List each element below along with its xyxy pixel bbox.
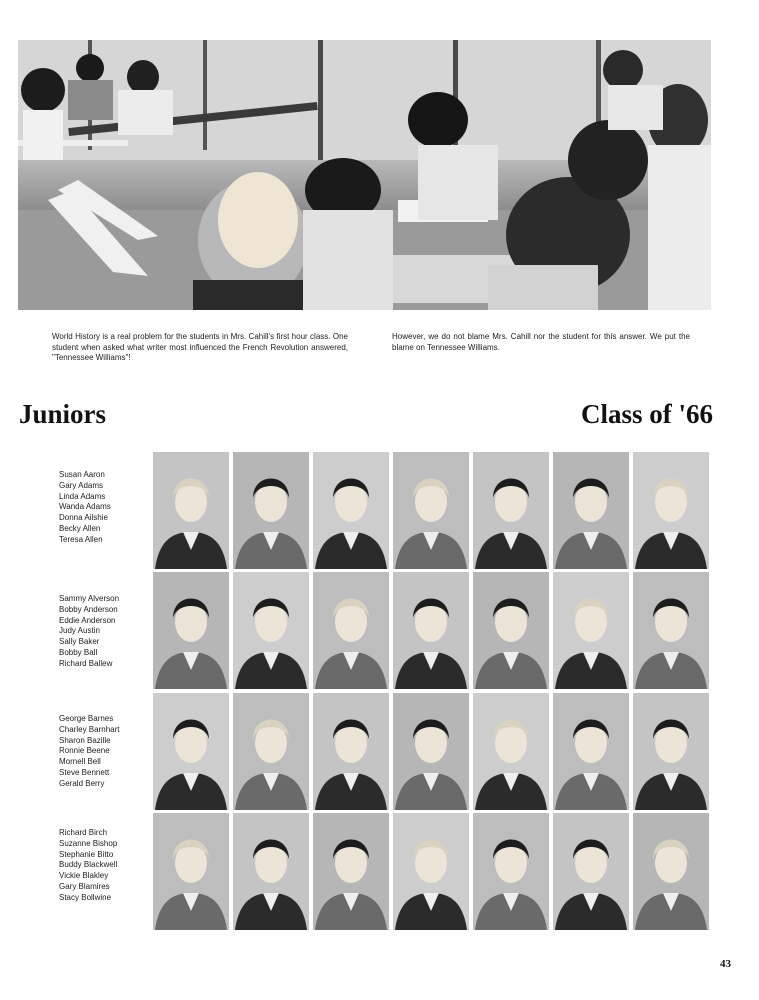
student-portrait [553, 572, 629, 689]
student-portrait [473, 693, 549, 810]
student-name: Eddie Anderson [59, 615, 116, 625]
row-1-names [59, 470, 151, 546]
student-portrait [233, 813, 309, 930]
student-name: Sammy Alverson [59, 594, 120, 603]
student-name: Ronnie Beene [59, 746, 110, 756]
student-name: Richard Birch [59, 828, 108, 837]
student-name: Bobby Ball [59, 647, 98, 657]
student-portrait [393, 452, 469, 569]
student-portrait [553, 693, 629, 810]
student-name: Buddy Blackwell [59, 860, 118, 870]
student-name: Mornell Bell [59, 757, 101, 767]
student-portrait [473, 813, 549, 930]
student-name: Wanda Adams [59, 502, 111, 512]
student-portrait [153, 572, 229, 689]
student-portrait [633, 572, 709, 689]
student-portrait [553, 813, 629, 930]
student-portrait [473, 572, 549, 689]
student-name: Linda Adams [59, 491, 106, 501]
student-name: Stephanie Bitto [59, 849, 114, 859]
student-portrait [153, 813, 229, 930]
student-name: Sharon Bazille [59, 735, 111, 745]
student-name: Gerald Berry [59, 778, 105, 788]
section-title: Juniors [19, 399, 107, 429]
classroom-photo [18, 40, 711, 310]
photo-caption-right: However, we do not blame Mrs. Cahill nor the student for this answer. We put the blame on Tennessee Williams. [392, 332, 690, 352]
photo-caption-left: World History is a real problem for the students in Mrs. Cahill's first hour class. One student when asked what writer most influenced the French Revolution answered, "Tennessee Williams"! [52, 332, 348, 362]
student-portrait [393, 572, 469, 689]
student-portrait [633, 693, 709, 810]
student-portrait [633, 452, 709, 569]
student-name: Charley Barnhart [59, 724, 120, 734]
student-name: Teresa Allen [59, 534, 103, 544]
student-name: George Barnes [59, 714, 114, 723]
student-name: Steve Bennett [59, 767, 110, 777]
student-portrait [313, 572, 389, 689]
student-portrait [393, 813, 469, 930]
student-name: Becky Allen [59, 523, 101, 533]
student-portrait [313, 813, 389, 930]
student-name: Donna Ailshie [59, 513, 108, 523]
student-name: Gary Adams [59, 480, 104, 490]
row-2-names [59, 594, 151, 670]
student-name: Gary Blamires [59, 881, 110, 891]
student-portrait [553, 452, 629, 569]
student-portrait [393, 693, 469, 810]
page-number: 43 [720, 958, 731, 970]
student-portrait [153, 693, 229, 810]
student-portrait [313, 693, 389, 810]
student-portrait [473, 452, 549, 569]
student-name: Judy Austin [59, 626, 100, 636]
student-name: Richard Ballew [59, 658, 113, 668]
class-year-title: Class of '66 [580, 399, 713, 429]
student-portrait [313, 452, 389, 569]
student-name: Suzanne Bishop [59, 838, 118, 848]
student-name: Bobby Anderson [59, 604, 118, 614]
row-3-names [59, 714, 151, 790]
student-portrait [153, 452, 229, 569]
student-portrait [633, 813, 709, 930]
student-portrait [233, 693, 309, 810]
student-name: Stacy Bollwine [59, 892, 112, 902]
student-portrait [233, 572, 309, 689]
student-portrait [233, 452, 309, 569]
student-name: Vickie Blakley [59, 871, 109, 881]
student-name: Susan Aaron [59, 470, 105, 479]
student-name: Sally Baker [59, 637, 100, 647]
row-4-names [59, 828, 151, 904]
